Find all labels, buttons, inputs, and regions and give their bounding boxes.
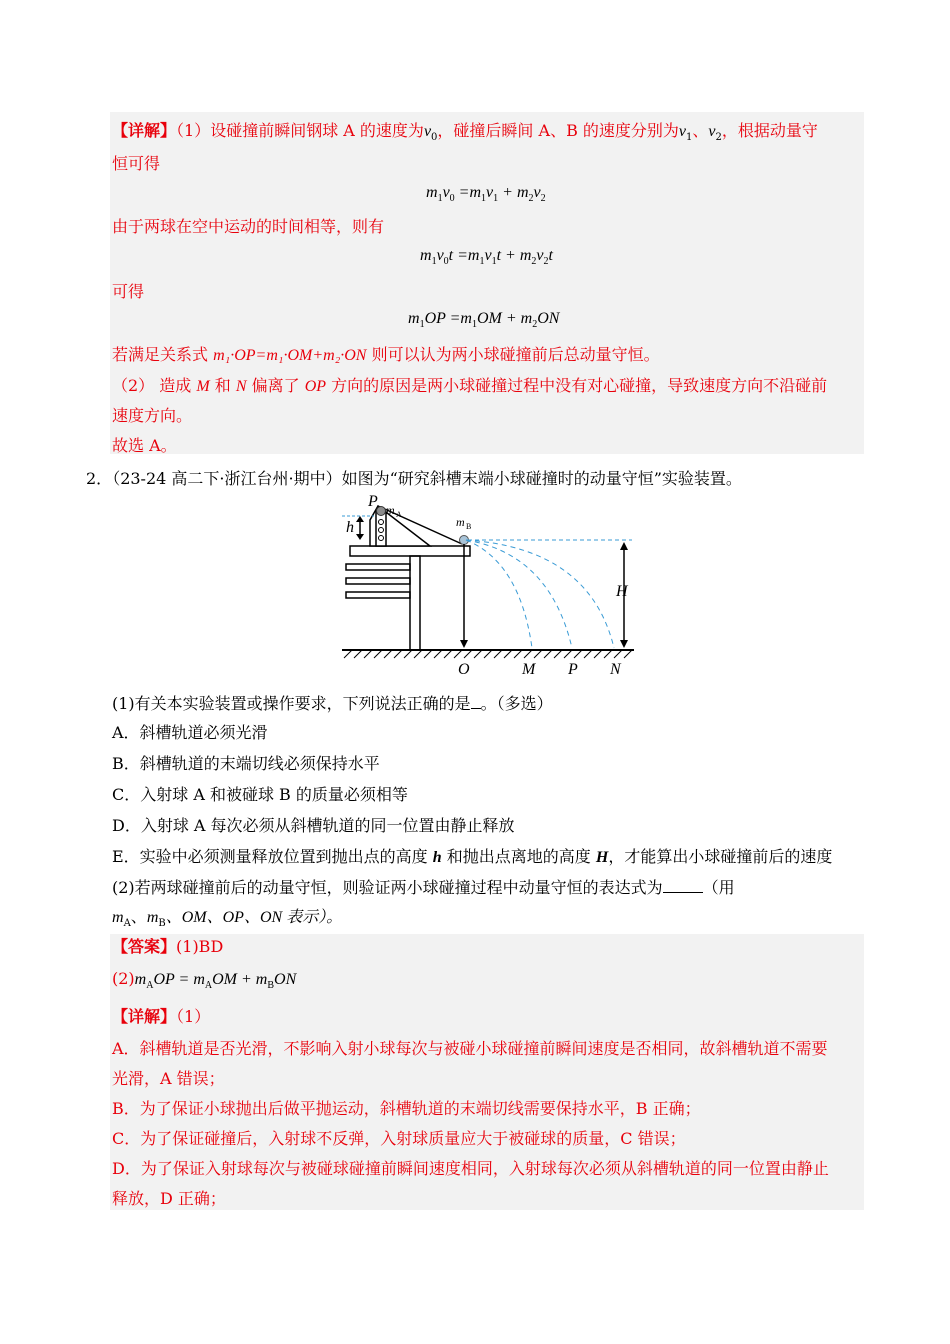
label-p: P bbox=[568, 661, 578, 678]
sub-question-2: (2)若两球碰撞前后的动量守恒，则验证两小球碰撞过程中动量守恒的表达式为 （用 bbox=[112, 878, 735, 897]
detail2-a2: 光滑，A 错误； bbox=[112, 1069, 225, 1088]
detail1-line6: （2） 造成 M 和 N 偏离了 OP 方向的原因是两小球碰撞过程中没有对心碰撞，导致速度方向不沿碰前 bbox=[112, 376, 828, 395]
detail-block-1 bbox=[110, 112, 864, 454]
experiment-figure bbox=[340, 492, 640, 684]
detail1-line3: 由于两球在空中运动的时间相等，则有 bbox=[112, 217, 385, 236]
option-a: A．斜槽轨道必须光滑 bbox=[112, 723, 268, 742]
svg-text:A: A bbox=[396, 510, 402, 519]
option-b: B．斜槽轨道的末端切线必须保持水平 bbox=[112, 754, 380, 773]
label-mb: m bbox=[456, 515, 465, 529]
trajectory-p bbox=[466, 540, 572, 648]
table bbox=[346, 546, 470, 650]
label-p-top: P bbox=[368, 493, 378, 510]
label-ma: m bbox=[386, 503, 395, 517]
sub-question-1: (1)有关本实验装置或操作要求，下列说法正确的是 。（多选） bbox=[112, 694, 553, 713]
ground-hatch bbox=[344, 650, 632, 658]
label-n: N bbox=[610, 661, 621, 678]
detail1-line1: 【详解】（1）设碰撞前瞬间钢球 A 的速度为$v_0$，碰撞后瞬间 A、B 的速度分别为$v_1$、$v_2$，根据动量守 bbox=[112, 121, 818, 144]
detail1-line8: 故选 A。 bbox=[112, 436, 177, 455]
detail1-line2: 恒可得 bbox=[112, 154, 161, 173]
ball-a bbox=[377, 507, 386, 516]
trajectory-m bbox=[466, 540, 532, 648]
detail1-line5: 若满足关系式 m₁·OP=m₁·OM+m₂·ON 则可以认为两小球碰撞前后总动量守恒。 bbox=[112, 345, 660, 364]
sub-question-2-cont: $m_A$、$m_B$、OM、OP、ON 表示）。 bbox=[112, 907, 343, 930]
option-d: D．入射球 A 每次必须从斜槽轨道的同一位置由静止释放 bbox=[112, 816, 515, 835]
svg-text:B: B bbox=[466, 522, 472, 531]
equation-3: $m_1OP =m_1OM + m_2ON$ bbox=[408, 310, 560, 331]
detail2-c: C．为了保证碰撞后，入射球不反弹，入射球质量应大于被碰球的质量，C 错误； bbox=[112, 1129, 686, 1148]
detail2-line0: 【详解】（1） bbox=[112, 1007, 211, 1026]
answer-line2: $(2)m_AOP = m_AOM + m_BON$ bbox=[112, 969, 297, 992]
question-number: 2． bbox=[86, 469, 113, 488]
detail2-b: B．为了保证小球抛出后做平抛运动，斜槽轨道的末端切线需要保持水平，B 正确； bbox=[112, 1099, 701, 1118]
detail2-a1: A．斜槽轨道是否光滑，不影响入射小球每次与被碰小球碰撞前瞬间速度是否相同，故斜槽轨道不需要 bbox=[112, 1039, 828, 1058]
detail1-line4: 可得 bbox=[112, 282, 145, 301]
detail1-line7: 速度方向。 bbox=[112, 406, 193, 425]
question-2-stem: 2．（23-24 高二下·浙江台州·期中）如图为“研究斜槽末端小球碰撞时的动量守恒”实验装置。 bbox=[86, 469, 742, 488]
equation-1: $m_1v_0 =m_1v_1 + m_2v_2$ bbox=[426, 184, 546, 205]
option-c: C．入射球 A 和被碰球 B 的质量必须相等 bbox=[112, 785, 408, 804]
trajectory-n bbox=[466, 540, 614, 648]
answer-line1: 【答案】(1)BD bbox=[112, 937, 224, 956]
label-m: M bbox=[522, 661, 536, 678]
detail2-d2: 释放，D 正确； bbox=[112, 1189, 226, 1208]
detail-label: 【详解】 bbox=[112, 121, 177, 140]
label-H: H bbox=[616, 583, 628, 600]
label-h: h bbox=[346, 519, 354, 536]
label-o: O bbox=[458, 661, 470, 678]
option-e: E．实验中必须测量释放位置到抛出点的高度 h 和抛出点离地的高度 H，才能算出小球碰撞前后的速度 bbox=[112, 847, 833, 866]
equation-2: $m_1v_0t =m_1v_1t + m_2v_2t$ bbox=[420, 247, 553, 268]
detail2-d1: D．为了保证入射球每次与被碰球碰撞前瞬间速度相同，入射球每次必须从斜槽轨道的同一位置由静止 bbox=[112, 1159, 829, 1178]
